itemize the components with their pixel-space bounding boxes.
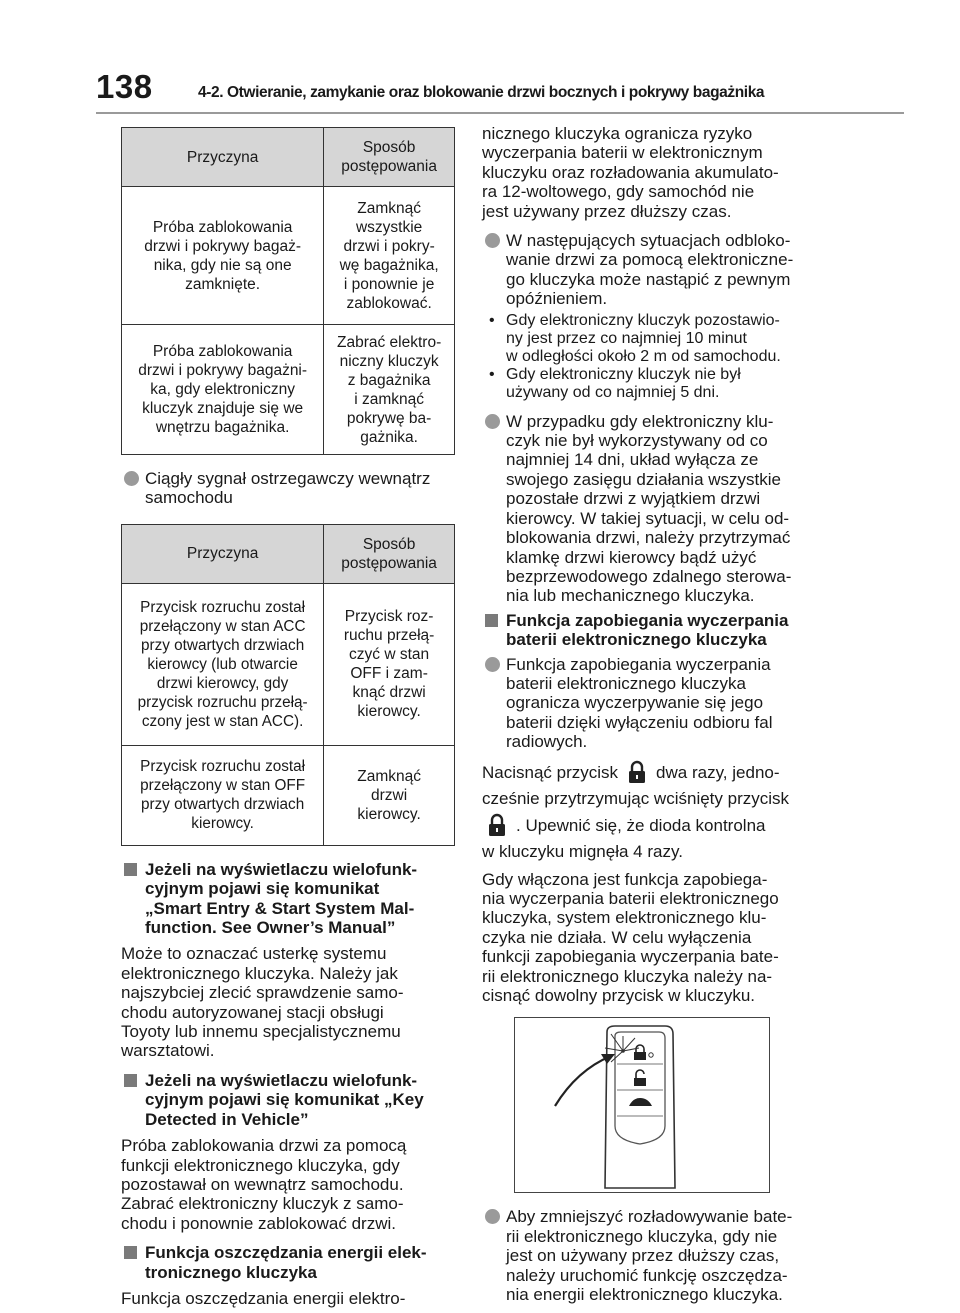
heading-energy-saving: Funkcja oszczędzania energii elek- tronicznego kluczyka — [121, 1243, 461, 1282]
paragraph-press-instructions: Nacisnąć przycisk dwa razy, jedno- cześnie przytrzymując wciśnięty przycisk . Upewnić się, że dioda kontrolna w kluczyku mignęła 4 razy. — [482, 759, 822, 865]
bullet-unlock-delay: W następujących sytuacjach odbloko- wanie drzwi za pomocą elektroniczne- go kluczyka może nastąpić z pewnym opóźnieniem. — [482, 231, 822, 309]
heading-square-icon — [124, 1074, 137, 1087]
sub-item: • Gdy elektroniczny kluczyk pozostawio- ny jest przez co najmniej 10 minut w odległości około 2 m od samochodu. — [489, 311, 781, 365]
table-cell-cause: Przycisk rozruchu został przełączony w stan ACC przy otwartych drzwiach kierowcy (lub otwarcie drzwi kierowcy, gdy przycisk rozruchu przełą- czony jest w stan ACC). — [122, 583, 324, 745]
bullet-dot-icon — [124, 471, 139, 486]
bullet-dot-icon — [485, 414, 500, 429]
heading-key-detected: Jeżeli na wyświetlaczu wielofunk- cyjnym pojawi się komunikat „Key Detected in Vehicle” — [121, 1071, 461, 1129]
table-cell-action: Zabrać elektro- niczny kluczyk z bagażnika i zamknąć pokrywę ba- gażnika. — [324, 325, 455, 455]
right-column — [482, 124, 822, 1304]
lock-icon — [624, 759, 650, 785]
lock-icon — [484, 812, 510, 838]
heading-square-icon — [124, 1246, 137, 1259]
bullet-dot-icon — [485, 1209, 500, 1224]
table-header-cause: Przyczyna — [122, 128, 324, 187]
table-cell-action: Zamknąć wszystkie drzwi i pokry- wę bagażnika, i ponownie je zablokować. — [324, 187, 455, 325]
table-cell-cause: Próba zablokowania drzwi i pokrywy bagaż- nika, gdy nie są one zamknięte. — [122, 187, 324, 325]
table-header-action: Sposób postępowania — [324, 128, 455, 187]
page-number: 138 — [96, 68, 153, 105]
heading-battery-protection: Funkcja zapobiegania wyczerpania baterii elektronicznego kluczyka — [482, 611, 822, 650]
table-cell-action: Zamknąć drzwi kierowcy. — [324, 745, 455, 845]
heading-square-icon — [485, 614, 498, 627]
cause-table-2 — [121, 524, 455, 846]
cause-table-1 — [121, 127, 455, 455]
table-header-cause: Przyczyna — [122, 524, 324, 583]
paragraph-key-detected: Próba zablokowania drzwi za pomocą funkcji elektronicznego kluczyka, gdy pozostawał on wewnątrz samochodu. Zabrać elektroniczny kluczyk z samo- chodu i ponownie zablokować drzwi. — [121, 1136, 407, 1233]
table-header-action: Sposób postępowania — [324, 524, 455, 583]
bullet-dot-icon — [485, 657, 500, 672]
sub-item: • Gdy elektroniczny kluczyk nie był używany od co najmniej 5 dni. — [489, 365, 741, 401]
table-cell-action: Przycisk roz- ruchu przełą- czyć w stan OFF i zam- knąć drzwi kierowcy. — [324, 583, 455, 745]
table-row — [122, 745, 455, 845]
key-fob-icon — [515, 1018, 769, 1192]
paragraph-battery-disable: Gdy włączona jest funkcja zapobiega- nia wyczerpania baterii elektronicznego kluczyka, system elektronicznego klu- czyka nie działa. W celu wyłączenia funkcji zapobiegania wyczerpania bate- rii elektronicznego kluczyka należy na- cisnąć dowolny przycisk w kluczyku. — [482, 869, 779, 1005]
table-cell-cause: Przycisk rozruchu został przełączony w stan OFF przy otwartych drzwiach kierowcy. — [122, 745, 324, 845]
heading-square-icon — [124, 863, 137, 876]
table-row — [122, 583, 455, 745]
table-row — [122, 325, 455, 455]
header-rule — [96, 112, 904, 114]
paragraph-energy-saving: Funkcja oszczędzania energii elektro- — [121, 1288, 406, 1308]
bullet-energy-reduce: Aby zmniejszyć rozładowywanie bate- rii elektronicznego kluczyka, gdy nie jest on używany przez dłuższy czas, należy uruchomić funkcję oszczędza- nia energii elektronicznego kluczyka. — [482, 1207, 822, 1304]
heading-malfunction-message: Jeżeli na wyświetlaczu wielofunk- cyjnym pojawi się komunikat „Smart Entry & Start System Mal- function. See Owner’s Manual” — [121, 860, 461, 938]
key-fob-illustration — [514, 1017, 770, 1193]
bullet-14-days: W przypadku gdy elektroniczny klu- czyk nie był wykorzystywany od co najmniej 14 dni, układ wyłącza ze swojego zasięgu działania wszystkie pozostałe drzwi z wyjątkiem drzwi kierowcy. W takiej sytuacji, w celu od- blokowania drzwi, należy przytrzymać klamkę drzwi kierowcy bądź użyć bezprzewodowego zdalnego sterowa- nia lub mechanicznego kluczyka. — [482, 412, 822, 606]
table-row — [122, 187, 455, 325]
paragraph-malfunction: Może to oznaczać usterkę systemu elektronicznego kluczyka. Należy jak najszybciej zlecić sprawdzenie samo- chodu autoryzowanej stacji obsługi Toyoty lub innemu specjalistycznemu warsztatowi. — [121, 944, 404, 1061]
paragraph-energy-saving-cont: nicznego kluczyka ogranicza ryzyko wyczerpania baterii w elektronicznym kluczyku oraz rozładowania akumulato- ra 12-woltowego, gdy samochód nie jest używany przez dłuższy czas. — [482, 124, 779, 221]
page-header — [0, 0, 960, 118]
chapter-title: 4-2. Otwieranie, zamykanie oraz blokowanie drzwi bocznych i pokrywy bagażnika — [198, 84, 765, 101]
bullet-dot-icon — [485, 233, 500, 248]
left-column — [121, 118, 461, 1308]
bullet-battery-protection: Funkcja zapobiegania wyczerpania baterii elektronicznego kluczyka ogranicza wyczerpywanie się jego baterii dzięki wyłączeniu odbioru fal radiowych. — [482, 655, 822, 752]
table-cell-cause: Próba zablokowania drzwi i pokrywy bagażni- ka, gdy elektroniczny kluczyk znajduje się we wnętrzu bagażnika. — [122, 325, 324, 455]
bullet-continuous-warning: Ciągły sygnał ostrzegawczy wewnątrz samochodu — [121, 469, 461, 508]
